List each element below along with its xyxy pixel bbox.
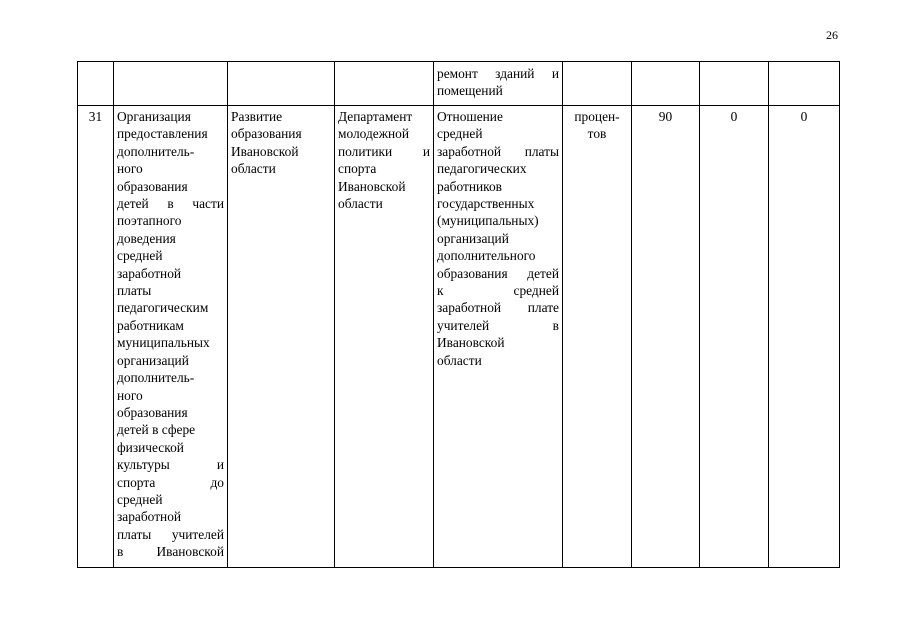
text-line: Ивановской bbox=[338, 178, 406, 194]
text-line: спорта до bbox=[117, 474, 224, 490]
text-line: культуры и bbox=[117, 457, 224, 473]
text-line: образования детей bbox=[437, 265, 559, 281]
page-number: 26 bbox=[826, 28, 838, 42]
text-line: образования bbox=[117, 404, 188, 420]
text-line: области bbox=[231, 161, 276, 177]
text-line: заработной платы bbox=[437, 143, 559, 159]
text-line: процен- bbox=[574, 109, 620, 124]
text-line: физической bbox=[117, 439, 184, 455]
plan-table bbox=[77, 61, 840, 568]
executor-name bbox=[335, 106, 434, 568]
text-line: учителей в bbox=[437, 317, 559, 333]
text-line: педагогических bbox=[437, 161, 527, 177]
cell-number bbox=[78, 62, 114, 106]
text-line: образования bbox=[231, 126, 302, 142]
text-line: дополнитель- bbox=[117, 370, 195, 386]
text-line: тов bbox=[587, 126, 607, 142]
text-line: платы bbox=[117, 283, 152, 299]
text-line: работникам bbox=[117, 317, 184, 333]
text-line: молодежной bbox=[338, 126, 410, 142]
text-line: политики и bbox=[338, 143, 430, 159]
text-line: средней bbox=[117, 491, 163, 507]
indicator-name bbox=[434, 106, 563, 568]
program-name bbox=[228, 106, 335, 568]
text-line: работников bbox=[437, 178, 502, 194]
indicator-line: помещений bbox=[437, 83, 503, 99]
target-value-2: 0 bbox=[700, 106, 769, 568]
text-line: спорта bbox=[338, 161, 377, 177]
cell-value-1 bbox=[632, 62, 700, 106]
text-line: заработной bbox=[117, 509, 182, 525]
text-line: доведения bbox=[117, 230, 176, 246]
text-line: организаций bbox=[117, 352, 189, 368]
text-line: ного bbox=[117, 161, 143, 177]
text-line: государственных bbox=[437, 196, 535, 212]
text-line: Ивановской bbox=[437, 335, 505, 351]
text-line: заработной bbox=[117, 265, 182, 281]
cell-executor bbox=[335, 62, 434, 106]
text-line: средней bbox=[117, 248, 163, 264]
unit-of-measure bbox=[563, 106, 632, 568]
text-line: организаций bbox=[437, 230, 509, 246]
text-line: муниципальных bbox=[117, 335, 210, 351]
text-line: ного bbox=[117, 387, 143, 403]
event-description bbox=[114, 106, 228, 568]
target-value-3: 0 bbox=[769, 106, 840, 568]
text-line: области bbox=[338, 196, 383, 212]
text-line: области bbox=[437, 352, 482, 368]
text-line: дополнитель- bbox=[117, 143, 195, 159]
table-row bbox=[78, 62, 840, 106]
cell-value-2 bbox=[700, 62, 769, 106]
cell-unit bbox=[563, 62, 632, 106]
text-line: дополнительного bbox=[437, 248, 536, 264]
text-line: Отношение bbox=[437, 109, 503, 124]
text-line: педагогическим bbox=[117, 300, 209, 316]
text-line: образования bbox=[117, 178, 188, 194]
text-line: Организация bbox=[117, 109, 191, 124]
text-line: поэтапного bbox=[117, 213, 182, 229]
text-line: (муниципальных) bbox=[437, 213, 539, 229]
text-line: платы учителей bbox=[117, 526, 224, 542]
cell-value-3 bbox=[769, 62, 840, 106]
cell-indicator bbox=[434, 62, 563, 106]
cell-program bbox=[228, 62, 335, 106]
indicator-line: ремонт зданий и bbox=[437, 66, 559, 81]
row-number: 31 bbox=[78, 106, 114, 568]
text-line: Департамент bbox=[338, 109, 413, 124]
text-line: предоставления bbox=[117, 126, 208, 142]
text-line: в Ивановской bbox=[117, 544, 224, 560]
text-line: Ивановской bbox=[231, 143, 299, 159]
table-row bbox=[78, 106, 840, 568]
text-line: детей в сфере bbox=[117, 422, 196, 438]
text-line: детей в части bbox=[117, 196, 224, 212]
text-line: заработной плате bbox=[437, 300, 559, 316]
text-line: к средней bbox=[437, 283, 559, 299]
text-line: Развитие bbox=[231, 109, 283, 124]
cell-event bbox=[114, 62, 228, 106]
target-value-1: 90 bbox=[632, 106, 700, 568]
text-line: средней bbox=[437, 126, 483, 142]
